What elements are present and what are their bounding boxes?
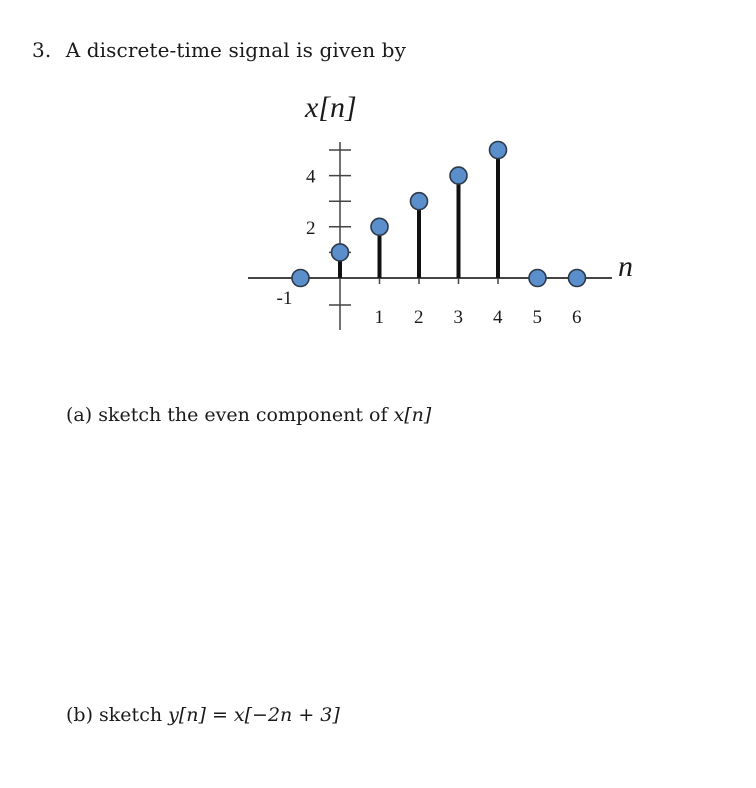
part-a-expr: x[n] [393, 404, 432, 426]
part-a-label: (a) [66, 404, 93, 426]
x-tick-label: 4 [493, 307, 503, 328]
stem-marker [529, 270, 546, 287]
part-b-text: sketch [99, 704, 169, 726]
x-tick-label: 1 [374, 307, 384, 328]
stem-marker [569, 270, 586, 287]
x-tick-label: 5 [532, 307, 542, 328]
part-b-expr: y[n] = x[−2n + 3] [168, 704, 340, 726]
y-tick-label: 2 [306, 217, 316, 239]
part-a-text: sketch the even component of [98, 404, 394, 426]
stem-marker [490, 142, 507, 159]
x-tick-label: 2 [414, 307, 424, 328]
x-tick-label: -1 [276, 288, 293, 309]
part-b-label: (b) [66, 704, 93, 726]
problem-number: 3. [32, 38, 52, 62]
part-a [66, 404, 431, 426]
stem-marker [450, 167, 467, 184]
stem-marker [292, 270, 309, 287]
y-axis-ticks [306, 150, 351, 305]
stem-marker [332, 244, 349, 261]
stem-marker [411, 193, 428, 210]
x-axis-title: n [618, 250, 633, 283]
part-b [66, 704, 340, 726]
stem-series [292, 142, 586, 287]
y-tick-label: 4 [306, 166, 316, 188]
stem-marker [371, 218, 388, 235]
x-tick-label: 3 [453, 307, 463, 328]
x-tick-label: 6 [572, 307, 582, 328]
problem-text: A discrete-time signal is given by [65, 38, 406, 62]
y-axis-title: x[n] [305, 91, 357, 124]
